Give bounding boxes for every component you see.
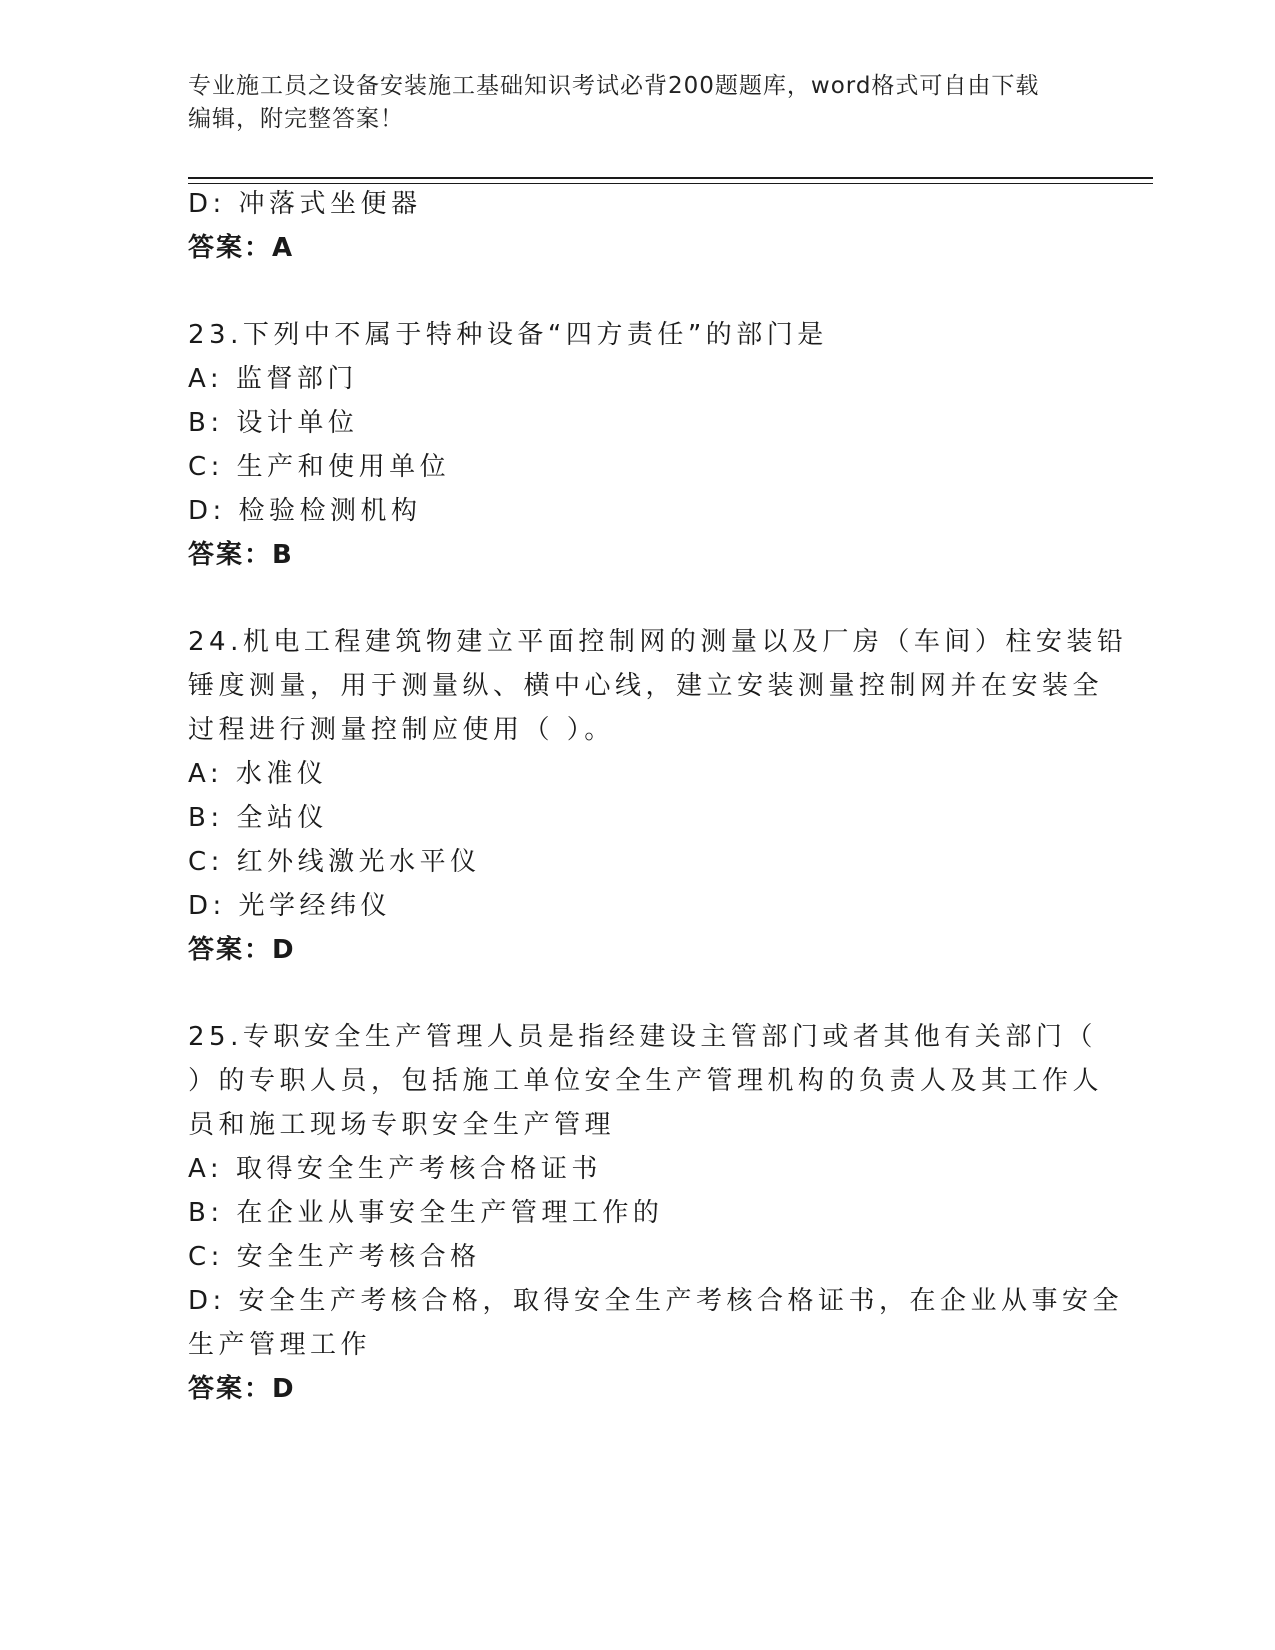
header-rule-thin [188,183,1153,184]
q25-stem-line1: 25.专职安全生产管理人员是指经建设主管部门或者其他有关部门（ [188,1022,1097,1052]
q24-option-d: D: 光学经纬仪 [188,891,392,921]
q24-option-c: C: 红外线激光水平仪 [188,847,481,877]
q25-option-c: C: 安全生产考核合格 [188,1242,481,1272]
q25-answer: 答案：D [188,1374,296,1404]
q24-option-a: A: 水准仪 [188,759,328,789]
q24-answer: 答案：D [188,935,296,965]
q23-answer: 答案：B [188,540,294,570]
q25-option-d-line1: D: 安全生产考核合格，取得安全生产考核合格证书，在企业从事安全 [188,1286,1124,1316]
header-title-line2: 编辑，附完整答案！ [188,106,404,132]
q23-stem: 23.下列中不属于特种设备“四方责任”的部门是 [188,320,828,350]
q24-option-b: B: 全站仪 [188,803,328,833]
q25-option-b: B: 在企业从事安全生产管理工作的 [188,1198,664,1228]
q25-option-d-line2: 生产管理工作 [188,1330,372,1360]
q24-stem-line3: 过程进行测量控制应使用（ ）。 [188,715,615,745]
q25-option-a: A: 取得安全生产考核合格证书 [188,1154,602,1184]
q25-stem-line2: ）的专职人员，包括施工单位安全生产管理机构的负责人及其工作人 [188,1066,1104,1096]
q24-stem-line1: 24.机电工程建筑物建立平面控制网的测量以及厂房（车间）柱安装铅 [188,627,1128,657]
q22-option-d: D: 冲落式坐便器 [188,189,422,219]
q23-option-c: C: 生产和使用单位 [188,452,451,482]
header-rule-thick [188,177,1153,179]
q25-stem-line3: 员和施工现场专职安全生产管理 [188,1110,616,1140]
document-header [188,70,1078,136]
header-title-line1: 专业施工员之设备安装施工基础知识考试必背200题题库，word格式可自由下载 [188,73,1040,99]
q22-answer: 答案：A [188,233,295,263]
q23-option-d: D: 检验检测机构 [188,496,422,526]
q23-option-b: B: 设计单位 [188,408,359,438]
q24-stem-line2: 锤度测量，用于测量纵、横中心线，建立安装测量控制网并在安装全 [188,671,1104,701]
q23-option-a: A: 监督部门 [188,364,358,394]
